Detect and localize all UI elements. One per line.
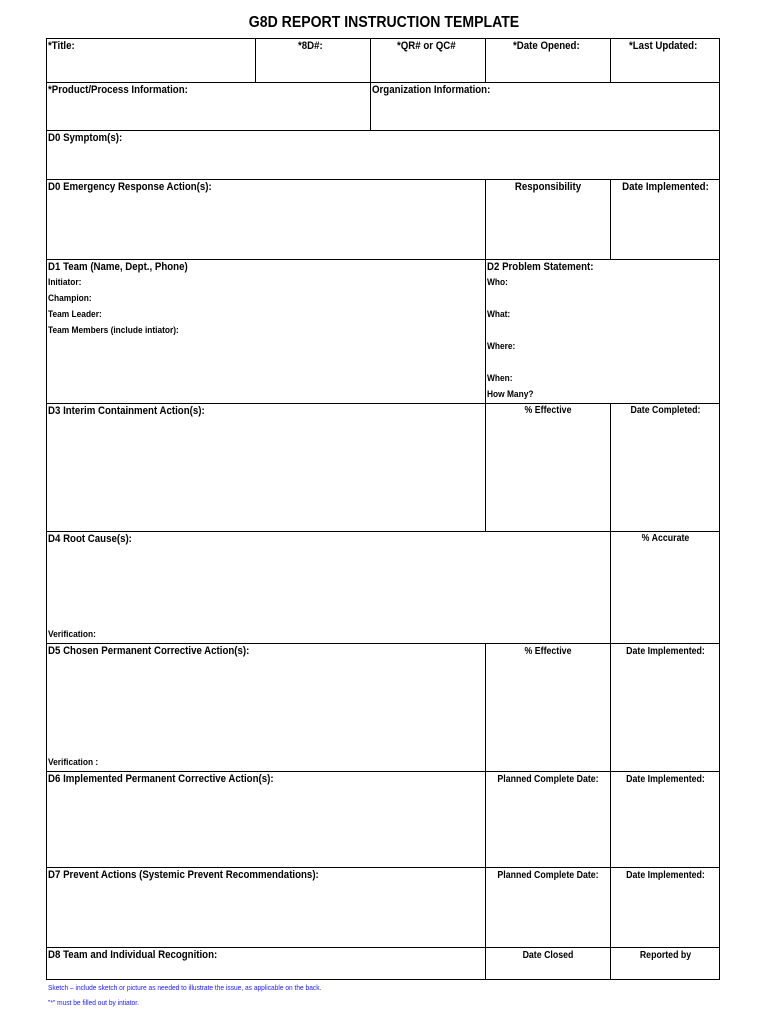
d5-verification-label: Verification : xyxy=(48,757,99,768)
col-divider xyxy=(370,38,371,130)
row-divider xyxy=(46,947,720,948)
date-closed-header: Date Closed xyxy=(522,950,574,961)
d4-root-cause-label: D4 Root Cause(s): xyxy=(48,533,132,545)
d6-implemented-action-label: D6 Implemented Permanent Corrective Action(s): xyxy=(48,773,274,785)
responsibility-header: Responsibility xyxy=(514,181,582,193)
d1-team-label: D1 Team (Name, Dept., Phone) xyxy=(48,261,188,273)
last-updated-label: *Last Updated: xyxy=(629,40,698,52)
percent-effective-header: % Effective xyxy=(524,646,572,657)
where-label: Where: xyxy=(487,341,516,352)
initiator-label: Initiator: xyxy=(48,277,82,288)
how-many-label: How Many? xyxy=(487,389,534,400)
row-divider xyxy=(46,403,720,404)
col-divider xyxy=(485,643,486,980)
row-divider xyxy=(46,82,720,83)
d0-emergency-label: D0 Emergency Response Action(s): xyxy=(48,181,212,193)
asterisk-note: "*" must be filled out by intiator. xyxy=(48,998,139,1007)
col-divider xyxy=(485,38,486,82)
team-members-label: Team Members (include intiator): xyxy=(48,325,179,336)
planned-complete-date-header: Planned Complete Date: xyxy=(497,774,599,785)
row-divider xyxy=(46,531,720,532)
row-divider xyxy=(46,259,720,260)
date-opened-label: *Date Opened: xyxy=(513,40,580,52)
date-implemented-header: Date Implemented: xyxy=(622,181,709,193)
what-label: What: xyxy=(487,309,511,320)
row-divider xyxy=(46,867,720,868)
col-divider xyxy=(255,38,256,82)
who-label: Who: xyxy=(487,277,508,288)
row-divider xyxy=(46,771,720,772)
d8-recognition-label: D8 Team and Individual Recognition: xyxy=(48,949,218,961)
team-leader-label: Team Leader: xyxy=(48,309,102,320)
when-label: When: xyxy=(487,373,513,384)
date-implemented-header: Date Implemented: xyxy=(626,870,705,881)
product-info-label: *Product/Process Information: xyxy=(48,84,188,96)
row-divider xyxy=(46,130,720,131)
d0-symptoms-label: D0 Symptom(s): xyxy=(48,132,123,144)
row-divider xyxy=(46,643,720,644)
col-divider xyxy=(610,38,611,82)
date-completed-header: Date Completed: xyxy=(630,405,701,416)
org-info-label: Organization Information: xyxy=(372,84,491,96)
d5-corrective-action-label: D5 Chosen Permanent Corrective Action(s): xyxy=(48,645,250,657)
d3-containment-label: D3 Interim Containment Action(s): xyxy=(48,405,205,417)
qr-number-label: *QR# or QC# xyxy=(397,40,456,52)
planned-complete-date-header: Planned Complete Date: xyxy=(497,870,599,881)
reported-by-header: Reported by xyxy=(639,950,692,961)
d2-problem-statement-label: D2 Problem Statement: xyxy=(487,261,594,273)
date-implemented-header: Date Implemented: xyxy=(626,646,705,657)
champion-label: Champion: xyxy=(48,293,92,304)
d7-prevent-actions-label: D7 Prevent Actions (Systemic Prevent Recommendations): xyxy=(48,869,319,881)
date-implemented-header: Date Implemented: xyxy=(626,774,705,785)
d4-verification-label: Verification: xyxy=(48,629,96,640)
col-divider xyxy=(610,643,611,980)
sketch-note: Sketch – include sketch or picture as needed to illustrate the issue, as applicable on the back. xyxy=(48,983,322,992)
col-divider xyxy=(485,179,486,531)
page-title: G8D REPORT INSTRUCTION TEMPLATE xyxy=(248,14,520,31)
8d-number-label: *8D#: xyxy=(298,40,323,52)
title-field-label: *Title: xyxy=(48,40,75,52)
percent-effective-header: % Effective xyxy=(524,405,572,416)
percent-accurate-header: % Accurate xyxy=(641,533,690,544)
row-divider xyxy=(46,179,720,180)
col-divider xyxy=(610,403,611,643)
col-divider xyxy=(610,179,611,259)
